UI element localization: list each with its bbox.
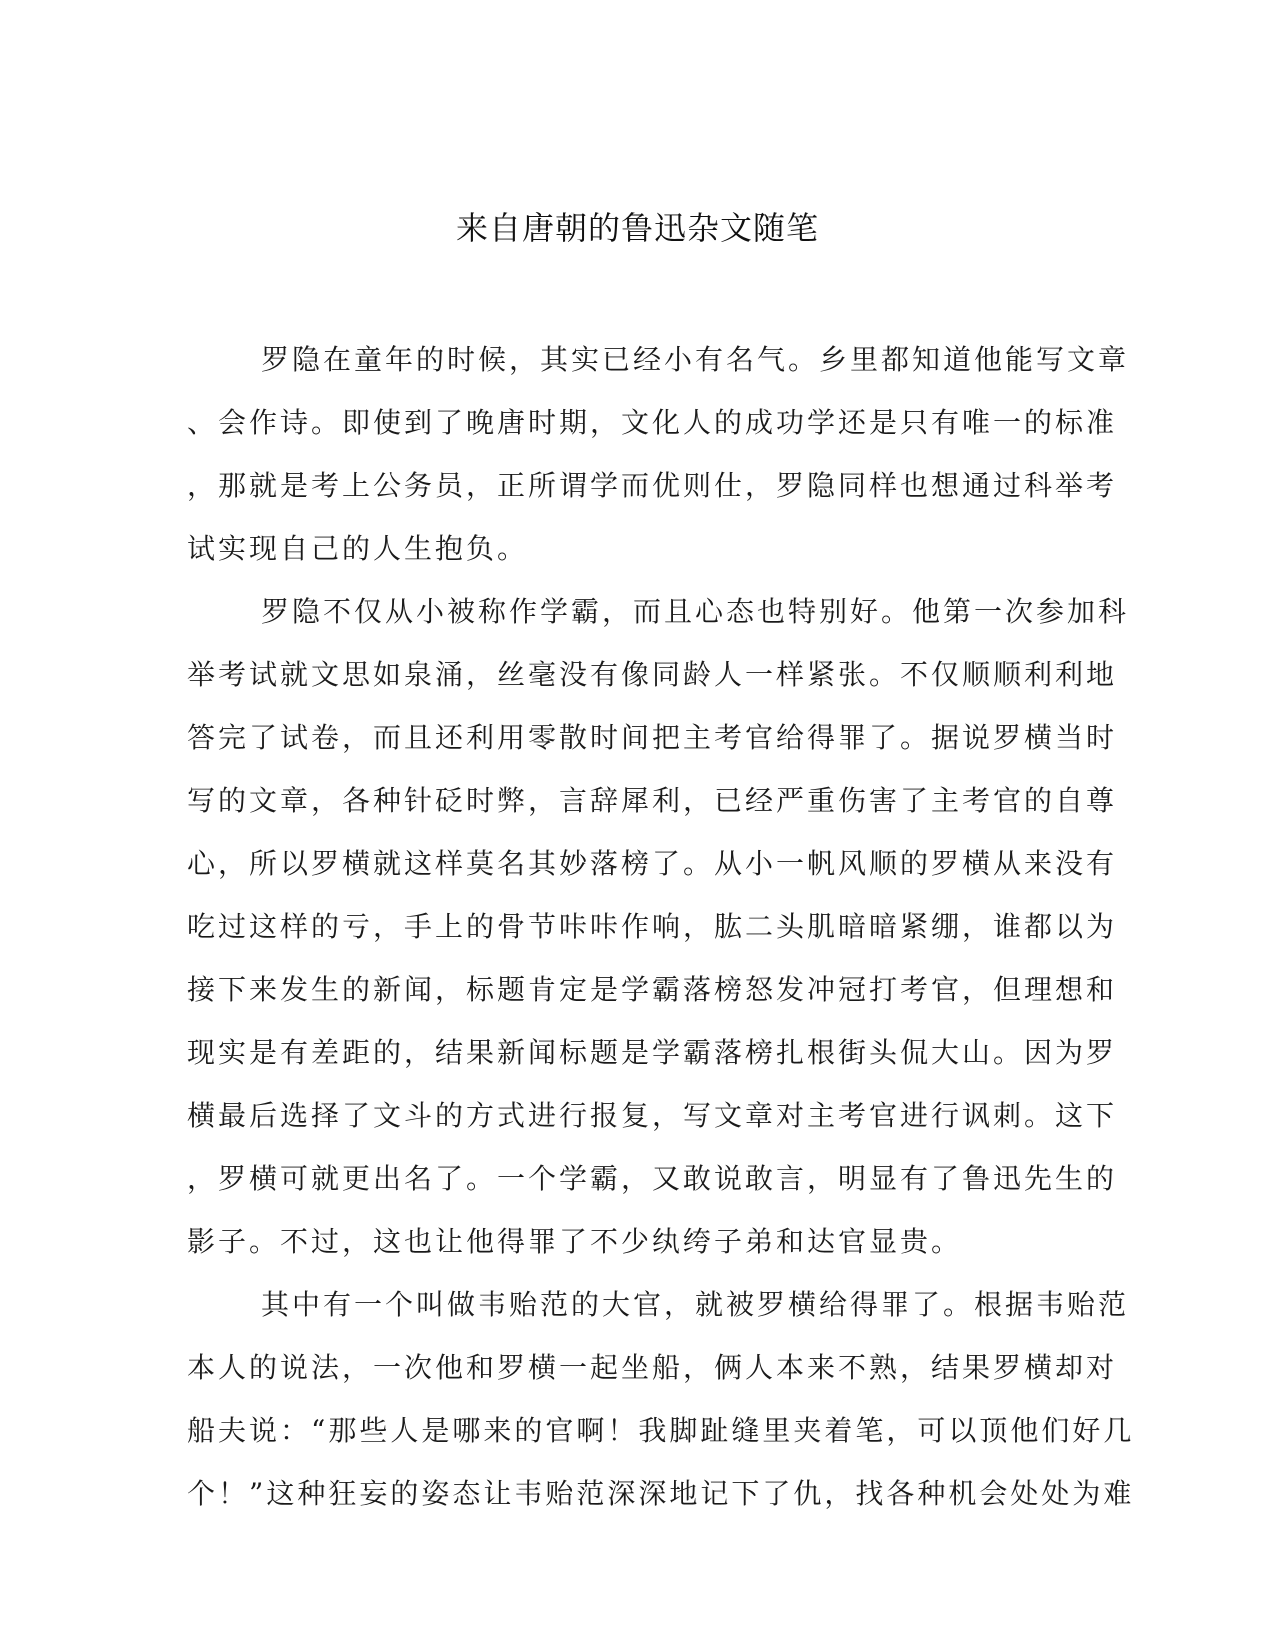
text-line: 个！”这种狂妄的姿态让韦贻范深深地记下了仇，找各种机会处处为难	[187, 1477, 1135, 1510]
text-line: 船夫说：“那些人是哪来的官啊！我脚趾缝里夹着笔，可以顶他们好几	[187, 1414, 1135, 1447]
text-line: 接下来发生的新闻，标题肯定是学霸落榜怒发冲冠打考官，但理想和	[187, 973, 1118, 1006]
text-line: 罗隐不仅从小被称作学霸，而且心态也特别好。他第一次参加科	[261, 595, 1130, 628]
paragraph-3	[187, 1273, 1135, 1525]
paragraph-1	[187, 328, 1130, 580]
text-line: 横最后选择了文斗的方式进行报复，写文章对主考官进行讽刺。这下	[187, 1099, 1118, 1132]
paragraph-2	[187, 580, 1130, 1273]
text-line: 试实现自己的人生抱负。	[187, 532, 529, 565]
text-line: 举考试就文思如泉涌，丝毫没有像同龄人一样紧张。不仅顺顺利利地	[187, 658, 1118, 691]
text-line: 罗隐在童年的时候，其实已经小有名气。乡里都知道他能写文章	[261, 343, 1130, 376]
text-line: 影子。不过，这也让他得罪了不少纨绔子弟和达官显贵。	[187, 1225, 963, 1258]
text-line: 本人的说法，一次他和罗横一起坐船，俩人本来不熟，结果罗横却对	[187, 1351, 1118, 1384]
text-line: 心，所以罗横就这样莫名其妙落榜了。从小一帆风顺的罗横从来没有	[187, 847, 1118, 880]
text-line: 其中有一个叫做韦贻范的大官，就被罗横给得罪了。根据韦贻范	[261, 1288, 1130, 1321]
text-line: 写的文章，各种针砭时弊，言辞犀利，已经严重伤害了主考官的自尊	[187, 784, 1118, 817]
text-line: ，那就是考上公务员，正所谓学而优则仕，罗隐同样也想通过科举考	[187, 469, 1118, 502]
document-title: 来自唐朝的鲁迅杂文随笔	[455, 209, 819, 247]
document-body	[187, 328, 1135, 1525]
text-line: 答完了试卷，而且还利用零散时间把主考官给得罪了。据说罗横当时	[187, 721, 1118, 754]
text-line: 现实是有差距的，结果新闻标题是学霸落榜扎根街头侃大山。因为罗	[187, 1036, 1118, 1069]
text-line: 、会作诗。即使到了晚唐时期，文化人的成功学还是只有唯一的标准	[187, 406, 1118, 439]
text-line: 吃过这样的亏，手上的骨节咔咔作响，肱二头肌暗暗紧绷，谁都以为	[187, 910, 1118, 943]
text-line: ，罗横可就更出名了。一个学霸，又敢说敢言，明显有了鲁迅先生的	[187, 1162, 1118, 1195]
